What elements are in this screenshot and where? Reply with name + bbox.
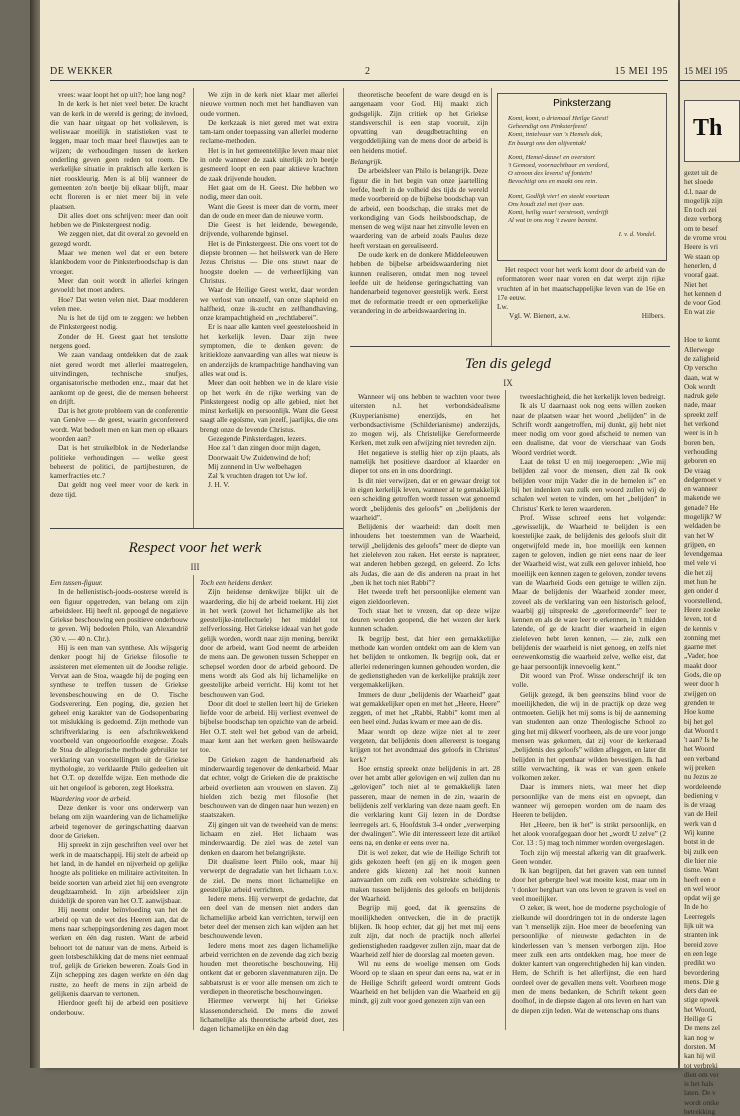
box-below-paragraph: Het respect voor het werk komt door de arbeid van de reformatoren weer naar voren en dat werpt zijn rijke vruchten af in het maatschappelijke leven van de 16e en 17e eeuw. [497,265,665,302]
next-page-line: grenden te [684,697,715,707]
next-page-line: levendgemaa [684,549,723,559]
next-page-line: de vrome vrou [684,233,727,243]
next-page-line: heeft een e [684,874,716,884]
next-page-line: bediening v [684,790,719,800]
next-page-line: maakt door [684,660,718,670]
next-page-line: Hoe te komt [684,335,721,345]
next-page-line: De mens zel [684,1023,721,1033]
paragraph: Hiermee verwerpt hij het Griekse klassenonderscheid. De mens die zowel lichamelijke als theoretische arbeid doet, zes dagen lichamelijke en één dag [200,996,338,1034]
paragraph: In de kerk is het niet veel beter. De kracht van de kerk in de wereld is gering; de invloed, die van haar uitgaat op het volksleven, is weliswaar moeilijk in statistieken vast te leggen, maar toch maar heel flauwtjes aan te wijzen; de verhoudingen tussen de kerken onderling geven geen reden tot roem. De werkelijke situatie in praktisch alle kerken is niet rooskleurig. Men is al blij wanneer de gemeenten zo'n beetje bij elkaar blijft, maar echt floreren is er niet meer bij in vele plaatsen. [50,99,188,211]
next-page-line: van de Heil [684,809,718,819]
column-divider [491,88,492,346]
next-page-line: de voor God [684,298,721,308]
next-page-line: lijk uit wa [684,921,714,931]
poem-line: Komt, Godlijk vier! en steekt voortaan [508,192,610,200]
section-rule [350,346,670,347]
paragraph: Zij gingen uit van de tweeheid van de mens: lichaam en ziel. Het lichaam was minderwaardig. De ziel was de zetel van denken en daarom het belangrijkste. [200,819,338,857]
next-page-line: mens. Die g [684,976,720,986]
paragraph: Hij spreekt in zijn geschriften veel over het werk in de maatschappij. Hij stelt de arbeid op het land, in de handel en nijverheid op gelijke hoogte als politieke en militaire activiteiten. In beide soorten van arbeid ziet hij een evengrote deugdzaamheid. In zijn arbeidsleer zijn duidelijk de sporen van het O.T. aanwijsbaar. [50,840,188,906]
next-page-line: weer is in h [684,428,718,438]
next-page-line: vooraf gaat. [684,270,719,280]
next-page-line: het kennen d [684,288,722,298]
next-page-line: bij het gel [684,716,714,726]
respect-title: Respect voor het werk [128,540,262,556]
next-page-line: de zaligheid [684,353,720,363]
poem-line: 't Gemoed, voornachtbaar en verdord, [508,162,609,170]
paragraph: Toch staat het te vrezen, dat op deze wijze deuren worden geopend, die het wezen der kerk kunnen schaden. [350,605,500,634]
paragraph: Belangrijk. [350,157,383,167]
next-page-line: dorsten. M [684,1041,716,1051]
next-page-line: is de vraag [684,800,716,810]
paragraph: Hij is een man van synthese. Als wijsgerig denker poogt hij de Griekse filosofie te assisteren met elementen uit de Joodse religie. Vervat aan de Stoa, waagde hij de poging een synthese te treffen tussen de Griekse levensbeschouwing en de O. Tische Godsverering. Een poging, die, gezien het geheel enig karakter van de Godsopenbaring tot mislukking is gedoemd. Zijn methode van schriftverklaring is een afschrikwekkend voorbeeld van ongeoorloofde exegese. Zoals de Stoa de allegorische methode gebruikte ter verklaring van voorstellingen uit de Griekse mythologie, zo verklaarde Philo gedeelten uit het O.T. op dezelfde wijze. Een methode die uit het ongeloof is geboren, zegt Hoekstra. [50,643,188,792]
paragraph: Zal 'k vruchten dragen tot Uw lof. [208,471,308,481]
poem-line: Ons houdt ziel met ijver aan. [508,200,585,208]
paragraph: Deze denker is voor ons onderwerp van belang om zijn waardering van de lichamelijke arbeid tegenover de geringschatting daarvan door de Grieken. [50,803,188,841]
paragraph: De Grieken zagen de handenarbeid als minderwaardig tegenover de denkarbeid. Maar dat echter, volgt de Grieken die de praktische arbeid overlieten aan vrouwen en slaven. Zij hielden zich bezig met filosofie (het beschouwen van de dingen naar hun wezen) en staatszaken. [200,754,338,820]
next-page-line: met hun he [684,577,717,587]
next-page-line: We staan op [684,251,720,261]
paragraph: Ik begrijp best, dat hier een gemakkelijke methode kan worden ontdekt om aan de klem van het belijden te ontkomen. Ik begrijp ook, dat er allerlei redeneringen kunnen gehouden worden, die de gedienstigheden van de kerkelijke praktijk zeer vergemakkelijken. [350,633,500,690]
ten-dis-part: IX [503,378,513,388]
poem-box [497,93,667,261]
next-page-line: zonning met [684,632,721,642]
section-rule [50,528,343,529]
poem-line: O stroom des levens! of fontein! [508,170,593,178]
next-page-title-box [684,100,740,162]
next-page-line: die het zij [684,567,713,577]
paragraph: Het „Heere, ben ik het” is strikt persoonlijk, en het alook voorafgegaan door het „wordt U zelve” (2 Cor. 13 : 5) mag toch nimmer worden overgeslagen. [512,819,666,848]
poem-line: Al wat in ons nog 't zware bemint. [508,217,598,225]
next-page-line: leven, tot d [684,614,717,624]
next-page-line: Heilige G [684,1014,713,1024]
next-page-line: genade? He [684,502,719,512]
next-page-line: En wat zie [684,307,715,317]
next-page-line: weer door h [684,679,719,689]
paragraph: Een tussen-figuur. [50,578,103,587]
next-page-line: tot verbreki [684,1060,718,1070]
paragraph: Wanneer wij ons hebben te wachten voor twee uitersten n.l. het verbondsidealisme (Kuyperianisme) enerzijds, en het verbondsactivisme (Schilderianisme) anderzijds, zo mogen wij, als Christelijke Gereformeerde Kerken, met zulk een afwijzing niet tevreden zijn. [350,392,500,448]
paragraph: Ik als U daarnaast ook nog eens willen zoeken naar de plaatsen waar het woord „belijden” in de Schrift wordt aangetroffen, mij dunkt, gij hebt niet meer nodig om voor goed afscheid te nemen van een dualisme, dat voor de vierschaar van Gods Woord verdriet wordt. [512,401,666,457]
next-page-line: de kennis v [684,623,718,633]
next-page-line: mogelijk zijn [684,195,723,205]
next-page-line: dedgemoet v [684,474,722,484]
paragraph: Het gaat om de H. Geest. Die hebben we nodig, meer dan ooit. [200,182,338,202]
paragraph: Belijdenis der waarheid: dan doelt men inhoudens het toestemmen van de Waarheid, terwijl „belijdenis des geloofs” meer de diepte van het zieleleven zou raken. Het eerste is naprateer, wat anderen hebben gezegd, en geleerd. Zo Ichs als Judas, die aan de dis anderen na praat in het „ben ik het toch niet Rabbi”? [350,522,500,587]
next-page-column [684,168,740,1116]
next-page-line: En toch zei [684,205,717,215]
next-page-line: wordt ontke [684,1097,720,1107]
paragraph: Wil nu eens de woelige mensen om Gods Woord op te slaan en speur dan eens na, wat er in de Heilige Schrift geleerd wordt omtrent Gods Waarheid en het belijden van die Waarheid en gij mindt, gij zult voor goed genezen zijn van een [350,959,500,1006]
next-page-line: daan, wat w [684,372,720,382]
paragraph: vrees: waar loopt het op uit?; hoe lang nog? [58,90,186,99]
article-column [50,90,188,510]
next-page-line: henerlen, d [684,260,717,270]
paragraph: Begrijp mij goed, dat ik geenszins de moeilijkheden ontvecken, die in de practijk blijken. Ik hoop echter, dat gij het met mij eens zult zijn, dat noch de practijk noch allerlei gedienstigheden raadgever zullen zijn, maar dat de Waarheid zelf hier de doorslag zal moeten geven. [350,903,500,959]
next-page-line: tisme. Want [684,865,719,875]
poem-stanza [508,193,656,226]
next-page-line: botst in de [684,837,715,847]
next-page-line: dat Woord t [684,725,719,735]
paragraph: Die Geest is het leidende, bewegende, drijvende, volharende bginsel. [200,220,338,239]
respect-column [200,576,338,1034]
paragraph: Dit alles doet ons schrijven: meer dan ooit hebben we de Pinkstergeest nodig. [50,210,188,230]
poem-line: En buurgt ons den olijventak! [508,139,587,147]
next-page-line: betrekking [684,1106,716,1116]
next-page-line: nu Jezus ze [684,772,718,782]
next-page-line: wordeleende [684,781,722,791]
next-page-line: en een lege [684,948,717,958]
paragraph: Hoe zal 't dan zingen door mijn dagen, [208,443,321,453]
article-column [200,90,338,510]
next-page-line: om te besef [684,223,718,233]
poem-title: Pinksterzang [553,98,611,109]
paragraph: Dit dualisme leert Philo ook, maar hij verwerpt de degradatie van het lichaam t.o.v. de ziel. De mens moet lichamelijke en geestelijke arbeid verrichten. [200,856,338,894]
paragraph: We zijn in de kerk niet klaar met allerlei nieuwe vormen noch met het handhaven van oude vormen. [200,90,338,118]
next-page-date: 15 MEI 195 [684,66,728,76]
paragraph: Mij zonnend in Uw welbehagen [208,461,302,471]
paragraph: Zijn heidense denkwijze blijkt uit de waardering, die hij de arbeid toekent. Hij ziet in het werk (zowel het lichamelijke als het geestelijke-intellectuele) het middel tot zelfverlossing. Het Griekse ideaal van het gode gelijk worden, wordt naar zijn mening, bereikt door de arbeid, want God neemt de arbeiden de mens aan. De gewonen tussen Schepper en schepsel worden door de arbeid geboord. De mens wordt als God als hij lichamelijke en geestelijke arbeid verricht. Hij komt tot het beschouwen van God. [200,587,338,699]
paragraph: Gezegende Pinksterdagen, lezers. [208,433,307,443]
ten-dis-title: Ten dis gelegd [464,356,552,372]
next-page-line: grijpen, en [684,539,716,549]
next-page-line: voorstellend, [684,595,722,605]
next-page-line: Allerwege [684,344,715,354]
next-page-line: kan nog w [684,1032,715,1042]
paragraph: Ik kan begrijpen, dat het graven van een tunnel door het gebergte heel wat moeite kost, maar om in 't donker berghart van ons leven te graven is veel en veel moeilijker. [512,866,666,904]
ten-dis-column [512,392,666,1028]
paragraph: Toch zijn wij meestal afkerig van dit graafwerk. Geen wonder. [512,847,666,866]
next-page-line: een verband [684,753,720,763]
next-page-line: wij preken [684,763,716,772]
paragraph: Hij neemt onder beïnvloeding van het de arbeid op van de wet des Heeren aan, dat de mens naar scheppingsordening zes dagen moet werken en één dag rusten. Want de arbeid behoort tot de natuur van de mens. Arbeid is geen lotsbeschikking dat de mens niet eenmaal trof, gelijk de Grieken beweren. Zoals God in Zijn schepping zes dagen werkte en één dag rustte, zo heeft de mens in zijn arbeid de gelijkenis daarvan te vertonen. [50,905,188,999]
paragraph: Iedere mens. Hij verwerpt de gedachte, dat een deel van de mensen niet anders dan lichamelijke arbeid kan verrichten, terwijl een beter deel der mensen zich kan wijden aan het beschouwende leven. [200,894,338,941]
next-page-line: zwijgen on [684,688,717,698]
next-page-line: nadruk gele [684,391,719,401]
next-page-line: nade, maar [684,400,717,410]
next-page-line: bij zulk een [684,846,719,856]
paragraph: De oude kerk en de donkere Middeleeuwen hebben de bijbelse arbeidswaardering niet kunnen realiseren, omdat men nog teveel leefde uit de heidense geringschatting van handenarbeid tegenover geestelijk werk. Eerst met de reformatie treedt er een opmerkelijke verandering in de arbeidswaardering in. [350,250,488,315]
next-page-line: gaarne met [684,642,717,652]
newspaper-page [40,0,678,1068]
next-page-line: Gods, die op [684,670,722,680]
paragraph: Er is naar alle kanten veel geesteloosheid in het kerkelijk leven. Daar zijn twee symptomen, die te denken geven: de kritiekloze aanvaarding van alles wat nieuw is en anderzijds de krampachtige handhaving van alles wat oud is. [200,322,338,378]
paragraph: Want die Geest is meer dan de vorm, meer dan de oude en meer dan de nieuwe vorm. [200,201,338,220]
paragraph: Doorwaait Uw Zuidenwind de hof; [208,452,311,462]
next-page-line: het Woord [684,744,715,754]
paragraph: We zaan vandaag ontdekken dat de zaak niet gered wordt met allerlei maatregelen, uitvindingen, technische snufjes, organisatorische methoden enz., maar dat het aankomt op de geest, die de mensen beheerst en drijft. [50,350,188,406]
next-page-line: Hoe kome [684,707,715,717]
next-page-line: bereid zove [684,939,718,949]
next-page-line: In de ho [684,902,708,912]
next-page-line: Leerregels [684,911,715,921]
next-page-line: werk van d [684,818,717,828]
box-below-author: Hilbers. [641,311,665,321]
poem-line: Geheendigt ons Pinksterfeest! [508,123,588,131]
box-below-signature [497,311,665,320]
paragraph: Hierdoor geeft hij de arbeid een positieve onderbouw. [50,998,188,1017]
next-page-line: geboren en [684,456,717,466]
column-divider [193,575,194,1030]
next-page-line: predikt wo [684,958,716,968]
next-page-line: makende we [684,493,721,503]
next-page-line: laten. De v [684,1088,716,1098]
paragraph: tweeslachtigheid, die het kerkelijk leven bedreigt. [520,392,666,401]
paragraph: Is dit niet verwijzen, dat er en gewaar dreigt tot in eigen kerkelijk leven, wanneer al te gemakkelijk een scheiding getroffen wordt tussen wat genoemd wordt „belijdenis des geloofs” en „belijdenis der waarheid”. [350,475,500,522]
next-page-line: boren ben, [684,437,715,447]
next-page-line: De vraag [684,465,711,475]
paragraph: De arbeidsleer van Philo is belangrijk. Deze figuur die in het begin van onze jaartelling leefde, heeft in de volheid des tijds de wereld mede voorbereid op de bijbelse boodschap van de arbeid, een boodschap, die straks met de verkondiging van Gods heilsboodschap, de mensen de weg wijst naar het zinvolle leven en waardering van de arbeid zoals Paulus deze heeft verstaan en gerealiseerd. [350,166,488,250]
next-page-line [684,317,740,326]
box-below-reference: Vgl. W. Bienert, a.w. [509,311,571,321]
paragraph: Het negatieve is stellig hier op zijn plaats, als namelijk het positieve daardoor al klaarder en dieper tot ons en in ons doordringt. [350,447,500,476]
paragraph: Waardering voor de arbeid. [50,793,131,803]
next-page-line: Niet het [684,279,708,289]
next-page-line: en wanneer [684,484,718,494]
paragraph: Meer dan ooit hebben we in de klare visie op het werk én de rijke werking van de Pinkstergeest nodig op alle gebied, niet het minst kerkelijk en persoonlijk. Want die Geest saagt alle egoïsme, van jezelf, jaarlijks, die ons brengt onze de levende Christus. [200,378,338,434]
next-page-line: weldaden be [684,521,721,531]
paragraph: Nu is het de tijd om te zeggen: we hebben de Pinkstergeest nodig. [50,313,188,332]
next-page-line: bevordering [684,967,720,977]
next-page-line: mel vele vi [684,558,717,568]
paragraph: Hoe? Dat weten velen niet. Daar modderen velen mee. [50,294,188,313]
next-page-line: deze verborg [684,214,722,224]
paragraph: Prof. Wisse schreef eens het volgende: „gewisselijk, de Waarheid te belijden is een koestelijke zaak, de belijdenis des geloofs sluit dit ongetwijfeld mede in, hoe moeilijk een kennen zagen te geloven, indien ge niet eens naar de leer der Waarheid wist, wat zulk een gelover inhield, hoe moeilijk een kennen zagen te geloven, zonder tevens van de Waarheid Gods een getuige te willen zijn. Maar de belijdenis der Waarheid zonder meer, zoveel als de verklaring van een historisch geloof, waarbij gij uitspreekt de „gereformeerde” leer te kennen en als de ware leer te erkennen, in 't midden latende, of ge de kracht dier waarheid in eigen zieleleven hebt leren kennen, — zie, zulk een belijdenis der waarheid is niet genoeg, en zelfs niet eerewenkomstig die waarheid zelve, welke eist, dat ge haar persoonlijk innevoelig kent.” [512,512,666,671]
masthead-name: DE WEKKER [50,66,113,77]
paragraph: Het is de Pinkstergeest. Die ons voert tot de diepste bronnen — het heilswerk van de Here Jezus Christus — Die ons stuwt naar de hoogste doelen — de verheerlijking van Christus. [200,238,338,285]
next-page-line: gen onder d [684,586,719,596]
respect-part: III [190,562,200,572]
next-page-line: het Woord, [684,1004,717,1014]
next-page-line: en wel woor [684,883,721,893]
paragraph: Hoe ernstig spreekt onze belijdenis in art. 28 over het ambt aller gelovigen en wij zullen dan nu „gelovigen” toch niet al te gemakkelijk laten passeren, maar de nemen in de zin, waarin de belijdenis zelf verklaring van deze naam geeft. En die verklaring kunt Gij lezen in de Dordtse leerregels art. 6, Hoofdstuk 3-4 onder „verwerping der dwalingen”. Wie dit interesseert leze dit artikel eens na, en denke er eens over na. [350,763,500,848]
paragraph: theoretische beoefent de ware deugd en is aangenaam voor God. Hij maakt zich godsgelijk. Zijn critiek op het Griekse standsverschil is een stap vooruit, zijn opvatting van deugdbetrachting en vergoddelijking van de mens door de arbeid is een heidens motief. [350,90,488,155]
paragraph: Meer dan ooit wordt in allerlei kringen gevoeld: het moet anders. [50,275,188,295]
poem-line: Bevochtigt ons en maakt ons rein. [508,178,598,186]
paragraph: Dit woord van Prof. Wisse onderschrijf ik ten volle. [512,670,666,690]
next-page-line: het verkond [684,419,719,429]
poem-signature: I. v. d. Vondel. [618,231,656,239]
poem-line: Komt, komt, o driemaal Heilge Geest! [508,115,609,122]
paragraph: Door dit doel te stellen leert hij de Grieken liefde voor de arbeid. Hij verliest evenwel de bijbelse boodschap ten opzichte van de arbeid. Het O.T. stelt wel het gebod van de arbeid, maar kent aan het werken geen heilswaarde toe. [200,698,338,755]
paragraph: Waar de Heilige Geest werkt, daar worden we verlost van onszelf, van onze slapheid en halfheid, onze ik-zucht en zelfhandhaving, onze krampachtigheid en „rechtlaberei”. [200,285,338,323]
respect-column [50,576,188,1028]
paragraph: Dit is wel zeker, dat wie de Heilige Schrift tot gids gekozen heeft (en gij en ik mogen geen andere gids kiezen) zal het nooit kunnen aanvaarden om zulk een volstrekte scheiding te maken tussen belijdenis des geloofs en belijdenis der Waarheid. [350,847,500,904]
next-page-line: is het hals [684,1079,714,1089]
next-page-line: mogelijk? W [684,511,722,521]
next-page-edge [680,0,740,1116]
paragraph: Immers de duur „belijdenis der Waarheid” gaat wat gemakkelijker open en met het „Heere, Heere” zeggen, of met het „Rabbi, Rabbi” komt men al een heel eind. Judas kwam er mee aan de dis. [350,689,500,727]
next-page-line: die hier nie [684,855,717,865]
next-page-line: dien om ver [684,1069,719,1079]
next-page-line: Heere zoeke [684,604,721,614]
next-page-line: gezet uit de [684,168,718,177]
paragraph: Het tweede treft het persoonlijke element van eigen zieldoorleven. [350,587,500,606]
page-number: 2 [365,66,371,77]
paragraph: O zeker, ik weet, hoe de moderne psychologie of zielkunde wil doordringen tot in de onderste lagen van 't menselijk zijn. Hoe meer de beoefening van persoonlijke of nieuwste gedachten in de kinderlessen van 's mensen verborgen zijn. Hoe meer zulk een arts ontdekken mag, hoe meer de dokter kantert van ongerechtigheden hij kan vinden. Hem, de Schrift is het allerfijnst, die een hard oordeel over de gevallen mens velt. Voorheen moge men de mens bedanken, de Schrift tekent geen doolhof, in de diepste dagen al ons leven en hart van de diepen zijn leden. Wat de wetenschap ons thans [512,903,666,1015]
next-page-rule [680,80,740,81]
next-page-line: ders dan ee [684,986,717,996]
next-page-line: 't aan? Is he [684,735,719,745]
next-page-line: Op verscho [684,363,718,373]
paragraph: Laat de tekst U en mij toegeroepen: „Wie mij belijden zal voor de mensen, dien zal Ik ook belijden voor mijn Vader die in de hemelen is” en bij het indenken van zulk een woord zullen wij de schalen wel weten te vinden, om het „belijden” in Christus' Kerk te leren waarderen. [512,457,666,513]
paragraph: J. H. V. [208,480,230,490]
next-page-line: het sloede [684,177,714,187]
next-page-line: kan hij wil [684,1051,716,1061]
column-divider [343,356,344,1031]
next-page-line: van het W [684,530,714,540]
paragraph: Zonder de H. Geest gaat het tenslotte nergens goed. [50,331,188,351]
paragraph: Maar we menen wel dat er een betere klankbodem voor de Pinksterboodschap is dan vroeger. [50,248,188,276]
next-page-line: Wij kunne [684,828,715,838]
next-page-line: stige opwek [684,995,720,1005]
paragraph: We zeggen niet, dat dit overal zo gevoeld en gezegd wordt. [50,229,188,248]
article-column [350,90,488,352]
poem-stanza [508,115,656,148]
next-page-title-fragment: Th [693,115,723,141]
next-page-line: Ook wordt [684,381,716,391]
poem-line: Komt, Hemel-dauw! en overstort [508,153,595,161]
header-rule [50,80,668,81]
next-page-line: stranten ink [684,930,719,940]
paragraph: In de hellenistisch-joods-oosterse wereld is een figuur opgetreden, van belang om zijn arbeidsleer. Hij heeft nl. gepoogd de negatieve Griekse beschouwing een positieve onderbouw te geven. Wij bedoelen Philo, van Alexandrië (30 v. — 40 n. Chr.). [50,587,188,643]
next-page-line: Heere is vri [684,242,719,252]
paragraph: Gelijk gezegd, ik ben geenszins blind voor de moeilijkheden, die wij in de practijk op deze weg ontmoeten. Gelijk het mij soms is bij de aanneming van studenten aan onze Theologische School zo ging het mij dikwerf voorheen, als de ure voor jonge mensen was gekomen, dat zij voor de kerkeraad „belijdenis des geloofs” wilden afleggen, en later dit belijden in het openbaar wilden bevestigen. Ik had stille verwachting, ik was er van geen enkele volkomen zeker. [512,689,666,783]
next-page-line: „Vader, hoe [684,651,719,661]
next-page-line: spreekt zelf [684,409,718,419]
next-page-line: d.l. naar de [684,186,717,196]
issue-date: 15 MEI 195 [614,66,668,77]
paragraph: De kerkzaak is niet gered met wat extra tam-tam onder toepassing van allerlei moderne reclame-methoden. [200,117,338,146]
paragraph: Het is in het gemeenteliljke leven maar niet in orde wanneer de zaak uiterlijk zo'n beetje gesmeerd loopt en een paar aktieve krachten de zaak drijvende houden. [200,145,338,183]
paragraph: Daar is immers niets, wat meer het diep persoonlijke van de mens eist en opvoept, dan wanneer wij geroepen worden om de naam des Heeren te belijden. [512,782,666,820]
next-page-line [684,326,740,335]
box-below-text [497,265,665,335]
ten-dis-column [350,392,500,1028]
paragraph: Toch een heidens denker. [200,578,273,587]
column-divider [193,88,194,528]
box-below-lw: Lw. [497,302,509,312]
paragraph: Dat is het grote probleem van de conferentie van Genève — de geest, waarin geconfereerd wordt. Wat bedoelt men en kan men op elkaars woorden aan? [50,406,188,443]
paragraph: Dat is het struikelblok in de Nederlandse politieke verhoudingen — welke geest beheerst de politici, de partijbesturen, de kamerfracties etc.? [50,443,188,481]
paragraph: Dat geldt nog veel meer voor de kerk in deze tijd. [50,480,188,499]
poem-line: Komt, tintelvuur van 's Hemels dak, [508,131,603,139]
poem-stanza [508,154,656,187]
next-page-line: verhouding [684,446,718,456]
paragraph: Iedere mens moet zes dagen lichamelijke arbeid verrichten en de zevende dag zich bezig houden met theoretische beschouwing. Hij ontkent dat er geboren slavenmaturen zijn. De sabbatsrust is er voor alle mensen om zich te verdiepen in theoretische beschouwingen. [200,940,338,997]
paragraph: Maar wordt op deze wijze niet al te zeer vergeten, dat belijdenis doen allereerst is toegang krijgen tot het avondmaal des geloofs in Christus' kerk? [350,726,500,764]
next-page-line: opdat wij ge [684,893,721,903]
column-divider [505,390,506,1030]
poem-line: Komt, heilig vuur! verstrooit, verdrijft [508,209,609,217]
